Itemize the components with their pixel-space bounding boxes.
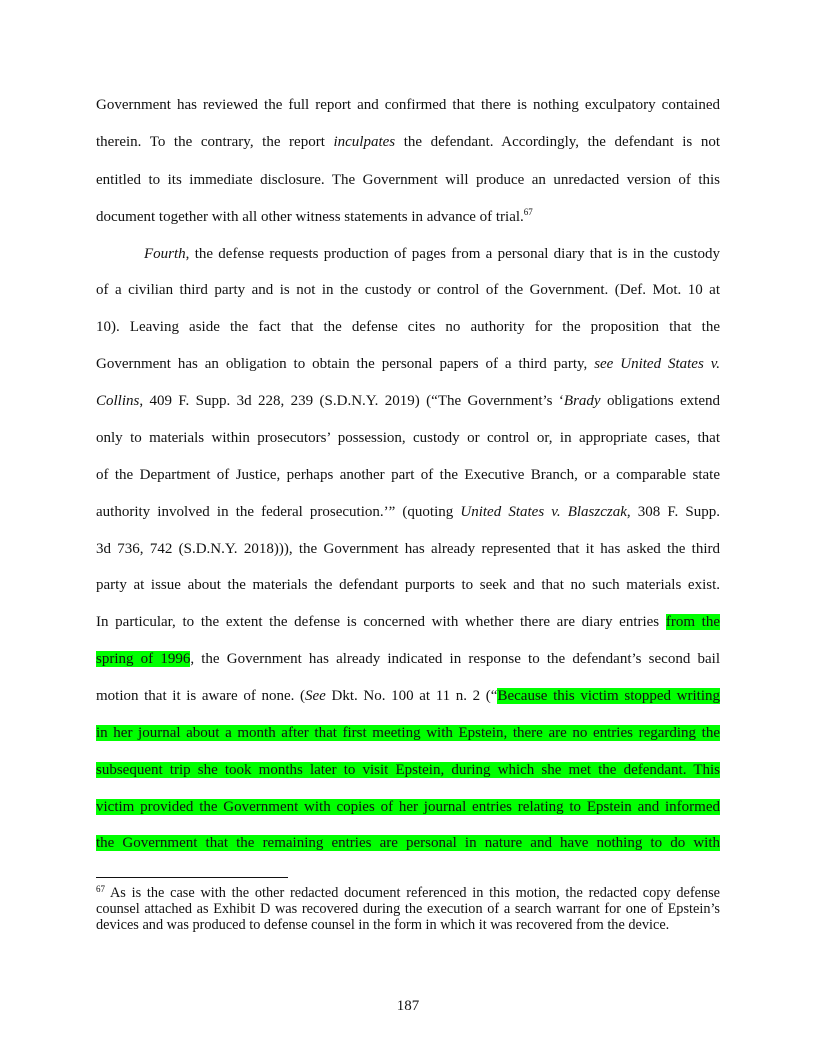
body-line-9: Collins, 409 F. Supp. 3d 228, 239 (S.D.N.Y. 2019) (“The Government’s ‘Brady obligations extend (96, 393, 720, 409)
footnote-67 (96, 885, 720, 933)
footnote-separator (96, 877, 288, 878)
highlighted-text: the Government that the remaining entries are personal in nature and have nothing to do with (96, 835, 720, 851)
body-line-13: 3d 736, 742 (S.D.N.Y. 2018))), the Government has already represented that it has asked the third (96, 541, 720, 557)
highlighted-text: Because this victim stopped writing (497, 688, 720, 704)
body-line-3: entitled to its immediate disclosure. The Government will produce an unredacted version of this (96, 172, 720, 188)
body-line-12: authority involved in the federal prosecution.’” (quoting United States v. Blaszczak, 308 F. Supp. (96, 504, 721, 520)
highlighted-text: spring of 1996 (96, 651, 191, 667)
highlighted-text: victim provided the Government with copies of her journal entries relating to Epstein and informed (96, 799, 720, 815)
body-line-16: spring of 1996, the Government has already indicated in response to the defendant’s second bail (96, 651, 720, 667)
highlighted-text: from the (665, 614, 720, 630)
body-line-5: Fourth, the defense requests production of pages from a personal diary that is in the custody (144, 246, 720, 262)
body-line-1: Government has reviewed the full report and confirmed that there is nothing exculpatory contained (96, 97, 720, 113)
footnote-ref-67: 67 (523, 207, 533, 217)
footnote-number: 67 (96, 884, 105, 894)
highlighted-text: in her journal about a month after that first meeting with Epstein, there are no entries regarding the (96, 725, 720, 741)
body-line-17: motion that it is aware of none. (See Dkt. No. 100 at 11 n. 2 (“Because this victim stopped writing (96, 688, 720, 704)
body-line-8: Government has an obligation to obtain the personal papers of a third party, see United States v. (96, 356, 720, 372)
body-line-20 (96, 795, 720, 819)
body-line-21 (96, 831, 720, 855)
body-line-4: document together with all other witness statements in advance of trial.$^{67}$ (96, 207, 533, 225)
body-line-2: therein. To the contrary, the report inculpates the defendant. Accordingly, the defendant is not (96, 134, 720, 150)
body-line-7: 10). Leaving aside the fact that the defense cites no authority for the proposition that the (96, 319, 720, 335)
body-line-15: In particular, to the extent the defense is concerned with whether there are diary entries from the (96, 614, 720, 630)
body-line-11: of the Department of Justice, perhaps another part of the Executive Branch, or a comparable state (96, 467, 720, 483)
page-number: 187 (396, 998, 420, 1014)
highlighted-text: subsequent trip she took months later to visit Epstein, during which she met the defendant. This (96, 762, 720, 778)
body-line-10: only to materials within prosecutors’ possession, custody or control or, in appropriate cases, that (96, 430, 720, 446)
body-line-14: party at issue about the materials the defendant purports to seek and that no such materials exist. (96, 577, 720, 593)
footnote-text: As is the case with the other redacted document referenced in this motion, the redacted copy defense counsel attached as Exhibit D was recovered during the execution of a search warrant for one of Epstein’s devices and was produced to defense counsel in the form in which it was recovered from the device. (96, 885, 720, 933)
body-line-6: of a civilian third party and is not in the custody or control of the Government. (Def. Mot. 10 at (96, 282, 720, 298)
body-line-19 (96, 758, 720, 782)
body-line-18 (96, 721, 720, 745)
